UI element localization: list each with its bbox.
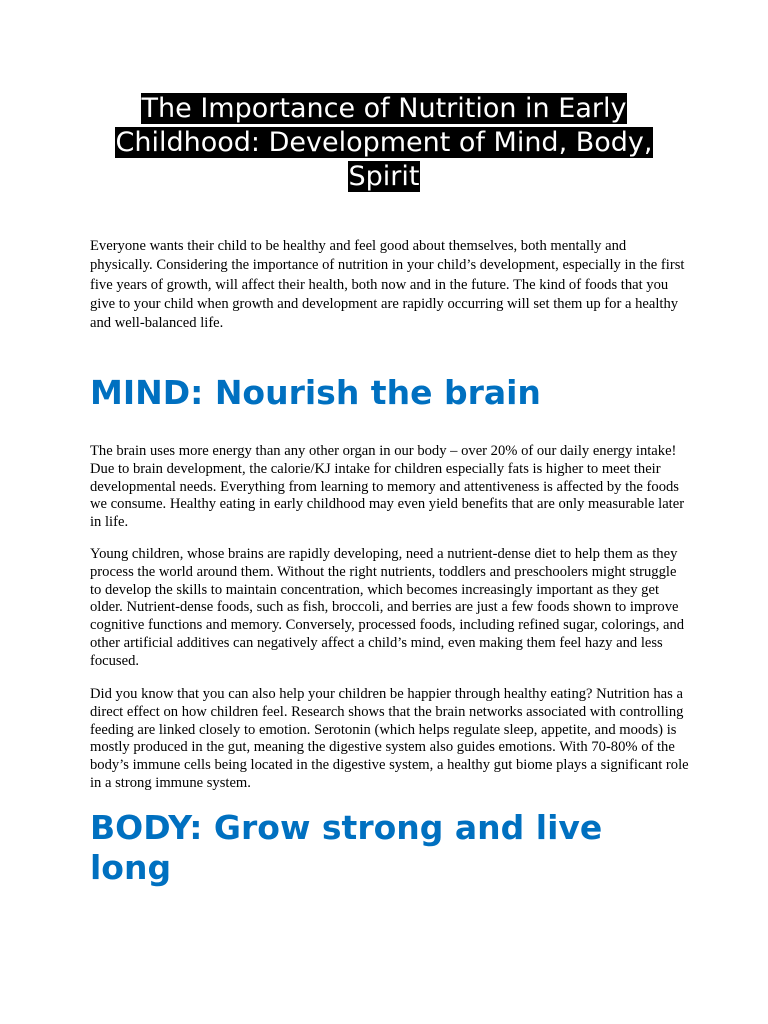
intro-paragraph: Everyone wants their child to be healthy and feel good about themselves, both mentally and physically. Considering the importance of nutrition in your child’s development, especially in the first five years of growth, will affect their health, both now and in the future. The kind of foods that you give to your child when growth and development are rapidly occurring will set them up for a healthy and well-balanced life. (90, 238, 685, 332)
section-heading-body: BODY: Grow strong and live long (90, 808, 603, 887)
document-title-text: The Importance of Nutrition in Early Childhood: Development of Mind, Body, Spirit (115, 93, 653, 192)
mind-paragraph-2: Young children, whose brains are rapidly developing, need a nutrient-dense diet to help them as they process the world around them. Without the right nutrients, toddlers and preschoolers might struggle to develop the skills to maintain concentration, which becomes increasingly important as they get older. Nutrient-dense foods, such as fish, broccoli, and berries are just a few foods shown to improve cognitive functions and memory. Conversely, processed foods, including refined sugar, colorings, and other artificial additives can negatively affect a child’s mind, even making them feel hazy and less focused. (90, 546, 685, 669)
document-title (90, 92, 678, 194)
mind-paragraph-3: Did you know that you can also help your children be happier through healthy eating? Nutrition has a direct effect on how children feel. Research shows that the brain networks associated with controlling feeding are linked closely to emotion. Serotonin (which helps regulate sleep, appetite, and moods) is mostly produced in the gut, meaning the digestive system also guides emotions. With 70-80% of the body’s immune cells being located in the digestive system, a healthy gut biome plays a significant role in a strong immune system. (90, 686, 689, 791)
section-heading-mind: MIND: Nourish the brain (90, 373, 541, 412)
mind-paragraph-1: The brain uses more energy than any other organ in our body – over 20% of our daily energy intake! Due to brain development, the calorie/KJ intake for children especially fats is higher to meet their developmental needs. Everything from learning to memory and attentiveness is affected by the foods we consume. Healthy eating in early childhood may even yield benefits that are only measurable later in life. (90, 443, 685, 531)
